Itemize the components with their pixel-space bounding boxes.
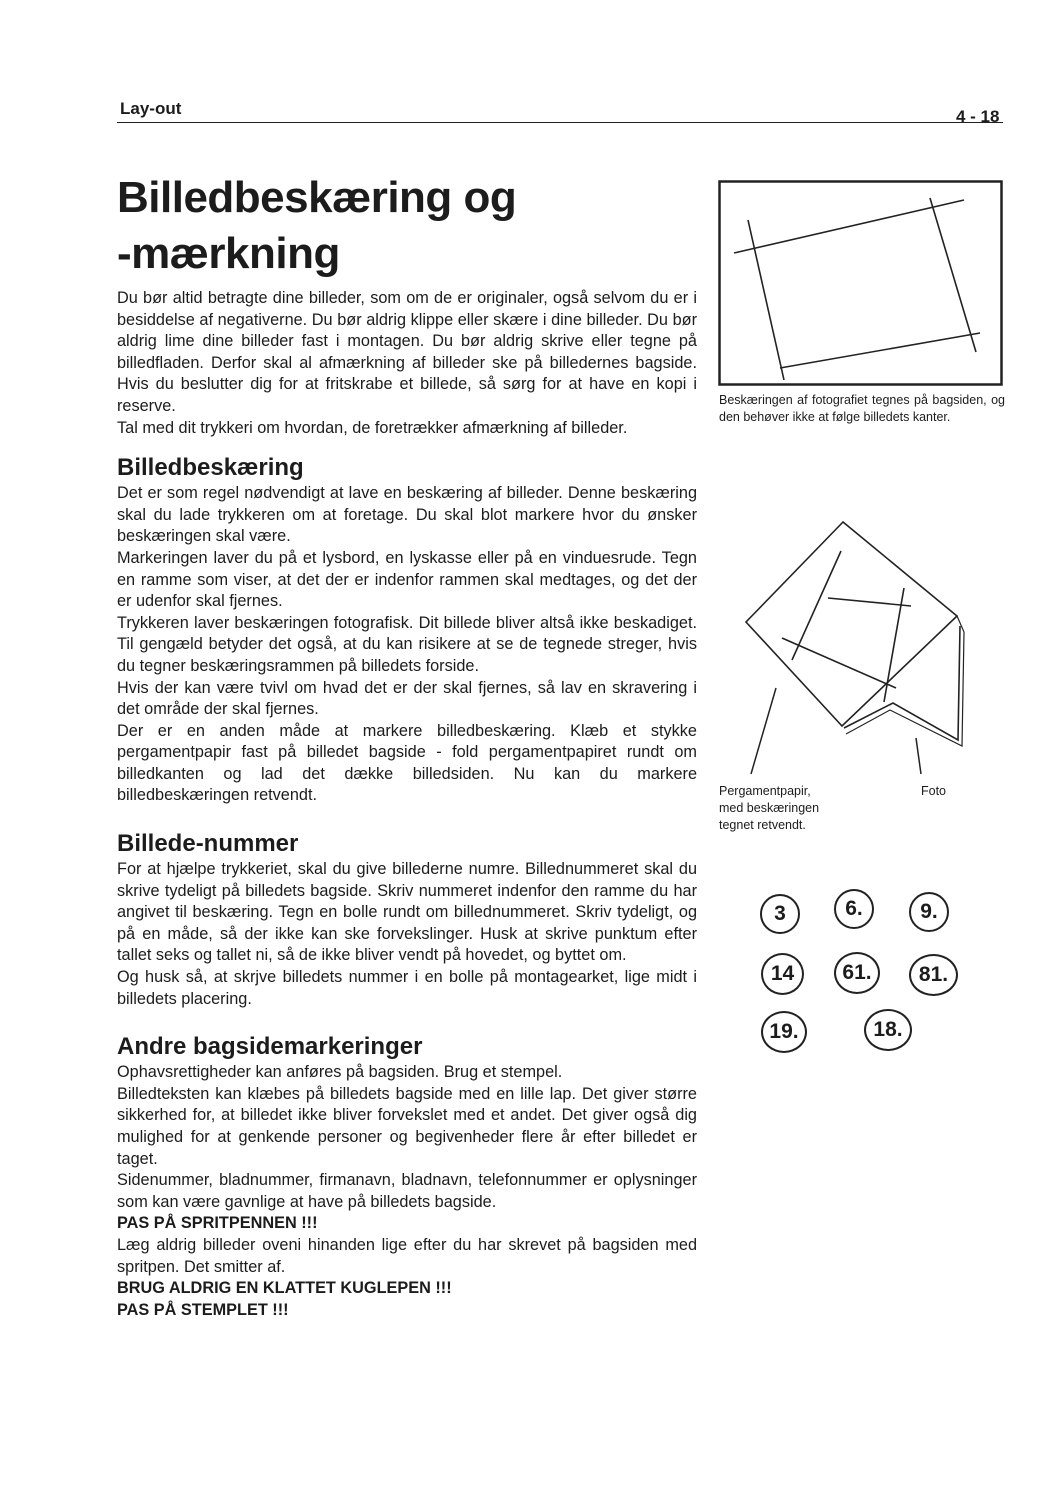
body-paragraph: Sidenummer, bladnummer, firmanavn, bladnavn, telefonnummer er oplysninger som kan være gavnlige at have på billedets bagside. <box>117 1171 697 1211</box>
page-title-line1: Billedbeskæring og <box>117 173 517 222</box>
number-circle: 14 <box>761 953 804 995</box>
number-circle: 19. <box>761 1011 807 1053</box>
body-paragraph: Der er en anden måde at markere billedbeskæring. Klæb et stykke pergamentpapir fast på billedet bagside - fold pergamentpapiret rundt om billedkanten og lad det dække billedsiden. Nu kan du markere billedbeskæringen retvendt. <box>117 721 697 805</box>
crop-caption: Beskæringen af fotografiet tegnes på bagsiden, og den behøver ikke at følge billedets kanter. <box>719 393 1005 424</box>
header-rule <box>117 122 1003 123</box>
warning-text: PAS PÅ SPRITPENNEN !!! <box>117 1214 318 1233</box>
body-paragraph: Billedteksten kan klæbes på billedets bagside med en lille lap. Det giver større sikkerhed for, at billedet ikke bliver forvekslet med et andet. Det giver også dig mulighed for at genkende personer og begivenheder flere år efter billedet er taget. <box>117 1084 697 1168</box>
photo-caption: Foto <box>921 784 947 798</box>
warning-text: PAS PÅ STEMPLET !!! <box>117 1300 289 1319</box>
main-column <box>117 170 697 1321</box>
body-paragraph: Trykkeren laver beskæringen fotografisk. Dit billede bliver altså ikke beskadiget. Til gengæld betyder det også, at du kan risikere at se de tegnede streger, hvis du tegner beskæringsrammen på billedets forside. <box>117 613 697 675</box>
section-title-andre-bagsidemarkeringer: Andre bagsidemarkeringer <box>117 1033 423 1061</box>
page-title-line2: -mærkning <box>117 229 340 278</box>
number-circle: 61. <box>834 952 880 994</box>
number-circle: 6. <box>834 889 874 929</box>
section-title-billede-nummer: Billede-nummer <box>117 830 299 858</box>
parchment-fold-illustration <box>738 518 978 778</box>
body-paragraph: Læg aldrig billeder oveni hinanden lige efter du har skrevet på bagsiden med spritpen. Det smitter af. <box>117 1235 697 1276</box>
warning-text: BRUG ALDRIG EN KLATTET KUGLEPEN !!! <box>117 1279 452 1298</box>
page-title <box>117 170 697 282</box>
number-circle: 3 <box>760 894 800 934</box>
body-paragraph: Og husk så, at skrjve billedets nummer i en bolle på montagearket, lige midt i billedets placering. <box>117 968 697 1008</box>
number-circle: 18. <box>864 1009 912 1051</box>
body-paragraph: Markeringen laver du på et lysbord, en lyskasse eller på en vinduesrude. Tegn en ramme som viser, at det der er indenfor rammen skal medtages, og det der er udenfor skal fjernes. <box>117 548 697 611</box>
section-title-billedbeskaering: Billedbeskæring <box>117 454 304 482</box>
section-header: Lay-out <box>120 99 182 118</box>
body-paragraph: Ophavsrettigheder kan anføres på bagsiden. Brug et stempel. <box>117 1063 563 1082</box>
body-paragraph: Hvis der kan være tvivl om hvad det er der skal fjernes, så lav en skravering i det område der skal fjernes. <box>117 678 697 719</box>
number-circle: 9. <box>909 892 949 932</box>
intro-paragraph: Du bør altid betragte dine billeder, som om de er originaler, også selvom du er i besiddelse af negativerne. Du bør aldrig klippe eller skære i dine billeder. Du bør aldrig lime dine billeder fast i montagen. Du bør aldrig skrive eller tegne på billedfladen. Derfor skal al afmærkning af billeder ske på billedernes bagside. Hvis du beslutter dig for at fritskrabe et billede, så sørg for at have en kopi i reserve. <box>117 289 697 415</box>
page-number: 4 - 18 <box>956 107 1000 126</box>
number-circle: 81. <box>909 954 958 996</box>
intro-paragraph: Tal med dit trykkeri om hvordan, de foretrækker afmærkning af billeder. <box>117 418 628 437</box>
body-paragraph: For at hjælpe trykkeriet, skal du give billederne numre. Billednummeret skal du skrive tydeligt på billedets bagside. Skriv nummeret indenfor den ramme du har angivet til beskæring. Tegn en bolle rundt om billednummeret. Skriv tydeligt, og på en måde, så der ikke kan ske forvekslinger. Husk at skrive punktum efter tallet seks og tallet ni, så de ikke bliver vendt på hovedet, og byttet om. <box>117 860 697 965</box>
parchment-caption: Pergamentpapir, med beskæringen tegnet retvendt. <box>719 784 820 832</box>
body-paragraph: Det er som regel nødvendigt at lave en beskæring af billeder. Denne beskæring skal du lade trykkeren om at foretage. Du skal blot markere hvor du ønsker beskæringen skal være. <box>117 484 697 546</box>
crop-frame-illustration <box>718 180 1004 386</box>
